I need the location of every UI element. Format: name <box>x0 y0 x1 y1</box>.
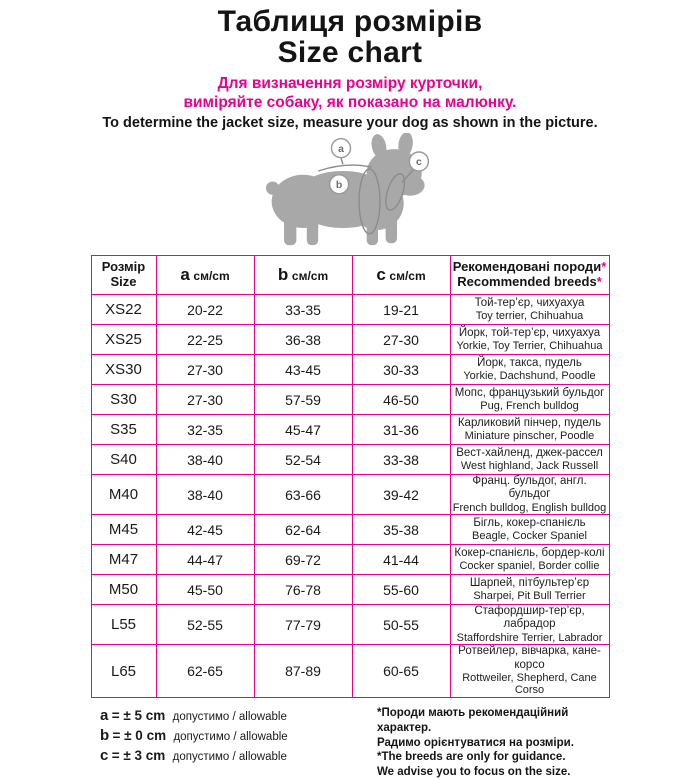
measure-b-cell: 62-64 <box>254 515 352 545</box>
measure-c-cell: 41-44 <box>352 545 450 575</box>
tolerance-a-letter: a <box>100 707 109 725</box>
measure-c-cell: 30-33 <box>352 355 450 385</box>
measure-b-cell: 87-89 <box>254 645 352 698</box>
tolerance-c-letter: c <box>100 747 109 765</box>
measure-a-cell: 27-30 <box>156 385 254 415</box>
tolerance-a-value: = ± 5 cm <box>111 708 166 724</box>
breeds-cell <box>450 415 609 445</box>
breeds-en-text: French bulldog, English bulldog <box>452 501 607 514</box>
breeds-uk-text: Вест-хайленд, джек-рассел <box>456 446 603 459</box>
size-cell: XS25 <box>91 325 156 355</box>
dog-diagram-svg <box>227 133 474 247</box>
breeds-cell <box>450 385 609 415</box>
guidance-notes <box>377 706 612 780</box>
breeds-cell <box>450 355 609 385</box>
breeds-en-text: Miniature pinscher, Poodle <box>464 429 595 442</box>
table-row <box>91 445 609 475</box>
header-size-en: Size <box>110 274 137 290</box>
tolerance-a-note: допустимо / allowable <box>172 711 287 724</box>
table-row <box>91 355 609 385</box>
tolerance-b-letter: b <box>100 727 110 745</box>
table-row <box>91 475 609 515</box>
table-row <box>91 575 609 605</box>
breeds-uk-text: Шарпей, пітбультер’єр <box>469 576 590 589</box>
size-cell: S30 <box>91 385 156 415</box>
breeds-uk-text: Йорк, той-тер’єр, чихуахуа <box>458 326 601 339</box>
size-cell: XS22 <box>91 295 156 325</box>
breeds-cell <box>450 645 609 698</box>
label-b: b <box>335 180 342 192</box>
breeds-uk-text: Бігль, кокер-спанієль <box>473 516 586 529</box>
tolerance-c <box>100 747 288 764</box>
breeds-en-text: Pug, French bulldog <box>480 399 579 412</box>
label-a: a <box>337 144 344 156</box>
dog-measurement-diagram <box>0 133 700 251</box>
tolerance-b-value: = ± 0 cm <box>112 728 167 744</box>
breeds-uk-text: Карликовий пінчер, пудель <box>457 416 602 429</box>
guidance-en-line1: *The breeds are only for guidance. <box>377 751 566 764</box>
size-cell: XS30 <box>91 355 156 385</box>
tolerance-c-value: = ± 3 cm <box>111 748 166 764</box>
breeds-uk-text: Ротвейлер, вівчарка, кане-корсо <box>458 645 601 671</box>
measure-b-cell: 77-79 <box>254 605 352 645</box>
tolerance-notes <box>100 706 288 767</box>
tolerance-a <box>100 707 288 724</box>
breeds-en-text: Sharpei, Pit Bull Terrier <box>473 590 586 603</box>
tolerance-b-note: допустимо / allowable <box>173 731 288 744</box>
header-breeds <box>450 256 609 295</box>
table-row <box>91 645 609 698</box>
measure-b-cell: 63-66 <box>254 475 352 515</box>
size-table-body <box>91 295 609 698</box>
size-cell: M40 <box>91 475 156 515</box>
measure-b-cell: 57-59 <box>254 385 352 415</box>
header-measure-a <box>156 256 254 295</box>
header-breeds-en-asterisk: * <box>596 274 602 290</box>
header-c-unit: см/cm <box>389 269 426 284</box>
subtitle-uk-line1: Для визначення розміру курточки, <box>217 75 483 93</box>
table-row <box>91 605 609 645</box>
breeds-cell <box>450 515 609 545</box>
breeds-uk-text: Мопс, французький бульдог <box>454 386 605 399</box>
breeds-en-text: Toy terrier, Chihuahua <box>475 309 584 322</box>
header-breeds-en <box>451 275 609 290</box>
measure-b-cell: 76-78 <box>254 575 352 605</box>
measure-b-cell: 33-35 <box>254 295 352 325</box>
measure-a-cell: 20-22 <box>156 295 254 325</box>
breeds-cell <box>450 475 609 515</box>
measure-b-cell: 69-72 <box>254 545 352 575</box>
subtitle-uk <box>0 75 700 113</box>
dog-front-leg-2 <box>385 217 396 244</box>
header-measure-c <box>352 256 450 295</box>
measure-c-cell: 46-50 <box>352 385 450 415</box>
measure-c-cell: 33-38 <box>352 445 450 475</box>
size-cell: M45 <box>91 515 156 545</box>
breeds-cell <box>450 575 609 605</box>
measure-a-cell: 32-35 <box>156 415 254 445</box>
size-table-head <box>91 256 609 295</box>
breeds-en-text: Yorkie, Dachshund, Poodle <box>463 369 596 382</box>
leader-line-a <box>341 158 343 165</box>
measure-a-cell: 27-30 <box>156 355 254 385</box>
measure-a-cell: 45-50 <box>156 575 254 605</box>
subtitle-en: To determine the jacket size, measure your dog as shown in the picture. <box>102 115 598 132</box>
measure-c-cell: 35-38 <box>352 515 450 545</box>
header-c-letter: c <box>376 265 386 285</box>
measure-a-cell: 38-40 <box>156 445 254 475</box>
header-measure-b <box>254 256 352 295</box>
measure-a-cell: 38-40 <box>156 475 254 515</box>
breeds-uk-text: Франц. бульдог, англ. бульдог <box>472 475 587 501</box>
page-title-uk: Таблиця розмірів <box>217 5 483 38</box>
header-b-letter: b <box>277 265 289 285</box>
breeds-uk-text: Кокер-спанієль, бордер-колі <box>454 546 605 559</box>
guidance-uk-line2: Радимо орієнтуватися на розміри. <box>377 736 574 749</box>
table-header-row <box>91 256 609 295</box>
breeds-uk-text: Той-тер’єр, чихуахуа <box>474 296 585 309</box>
measurement-line-a <box>318 165 371 171</box>
measure-c-cell: 19-21 <box>352 295 450 325</box>
table-row <box>91 515 609 545</box>
guidance-uk-line1: *Породи мають рекомендаційний характер. <box>377 707 569 734</box>
breeds-uk-text: Йорк, такса, пудель <box>477 356 582 369</box>
size-table <box>91 255 610 698</box>
header-breeds-uk <box>451 260 609 275</box>
dog-rear-leg <box>284 219 296 246</box>
breeds-cell <box>450 545 609 575</box>
table-row <box>91 385 609 415</box>
label-c: c <box>415 157 422 169</box>
measure-b-cell: 36-38 <box>254 325 352 355</box>
measure-c-cell: 27-30 <box>352 325 450 355</box>
header-size-uk: Розмір <box>101 259 146 275</box>
table-row <box>91 325 609 355</box>
breeds-en-text: Cocker spaniel, Border collie <box>459 560 600 573</box>
table-row <box>91 415 609 445</box>
size-cell: M47 <box>91 545 156 575</box>
header-breeds-uk-asterisk: * <box>601 259 607 275</box>
dog-rear-leg-2 <box>306 221 317 246</box>
header-a-unit: см/cm <box>193 269 230 284</box>
size-cell: M50 <box>91 575 156 605</box>
header-breeds-en-text: Recommended breeds <box>457 274 597 290</box>
breeds-cell <box>450 295 609 325</box>
size-cell: L65 <box>91 645 156 698</box>
measure-b-cell: 52-54 <box>254 445 352 475</box>
tolerance-b <box>100 727 288 744</box>
size-cell: S40 <box>91 445 156 475</box>
header-breeds-uk-text: Рекомендовані породи <box>452 259 602 275</box>
page-title-en: Size chart <box>277 36 423 70</box>
measure-b-cell: 43-45 <box>254 355 352 385</box>
header-b-unit: см/cm <box>291 269 329 284</box>
breeds-en-text: Staffordshire Terrier, Labrador <box>456 631 603 644</box>
measure-a-cell: 62-65 <box>156 645 254 698</box>
breeds-en-text: West highland, Jack Russell <box>460 459 599 472</box>
measure-c-cell: 31-36 <box>352 415 450 445</box>
measure-a-cell: 22-25 <box>156 325 254 355</box>
size-cell: L55 <box>91 605 156 645</box>
measure-a-cell: 52-55 <box>156 605 254 645</box>
breeds-uk-text: Стафордшир-тер’єр, лабрадор <box>474 605 585 631</box>
footer <box>0 698 700 780</box>
breeds-en-text: Beagle, Cocker Spaniel <box>472 530 587 543</box>
table-row <box>91 545 609 575</box>
breeds-en-text: Yorkie, Toy Terrier, Chihuahua <box>456 339 603 352</box>
measure-c-cell: 50-55 <box>352 605 450 645</box>
breeds-cell <box>450 325 609 355</box>
header-size <box>91 256 156 295</box>
header-a-letter: a <box>180 265 190 285</box>
measure-b-cell: 45-47 <box>254 415 352 445</box>
dog-muzzle <box>396 175 425 196</box>
guidance-en-line2: We advise you to focus on the size. <box>377 765 571 778</box>
table-row <box>91 295 609 325</box>
size-cell: S35 <box>91 415 156 445</box>
measure-c-cell: 39-42 <box>352 475 450 515</box>
breeds-cell <box>450 445 609 475</box>
measure-a-cell: 42-45 <box>156 515 254 545</box>
subtitle-uk-line2: виміряйте собаку, як показано на малюнку. <box>183 94 517 112</box>
tolerance-c-note: допустимо / allowable <box>172 751 287 764</box>
measure-a-cell: 44-47 <box>156 545 254 575</box>
breeds-en-text: Rottweiler, Shepherd, Cane Corso <box>462 671 597 697</box>
measure-c-cell: 60-65 <box>352 645 450 698</box>
measure-c-cell: 55-60 <box>352 575 450 605</box>
breeds-cell <box>450 605 609 645</box>
